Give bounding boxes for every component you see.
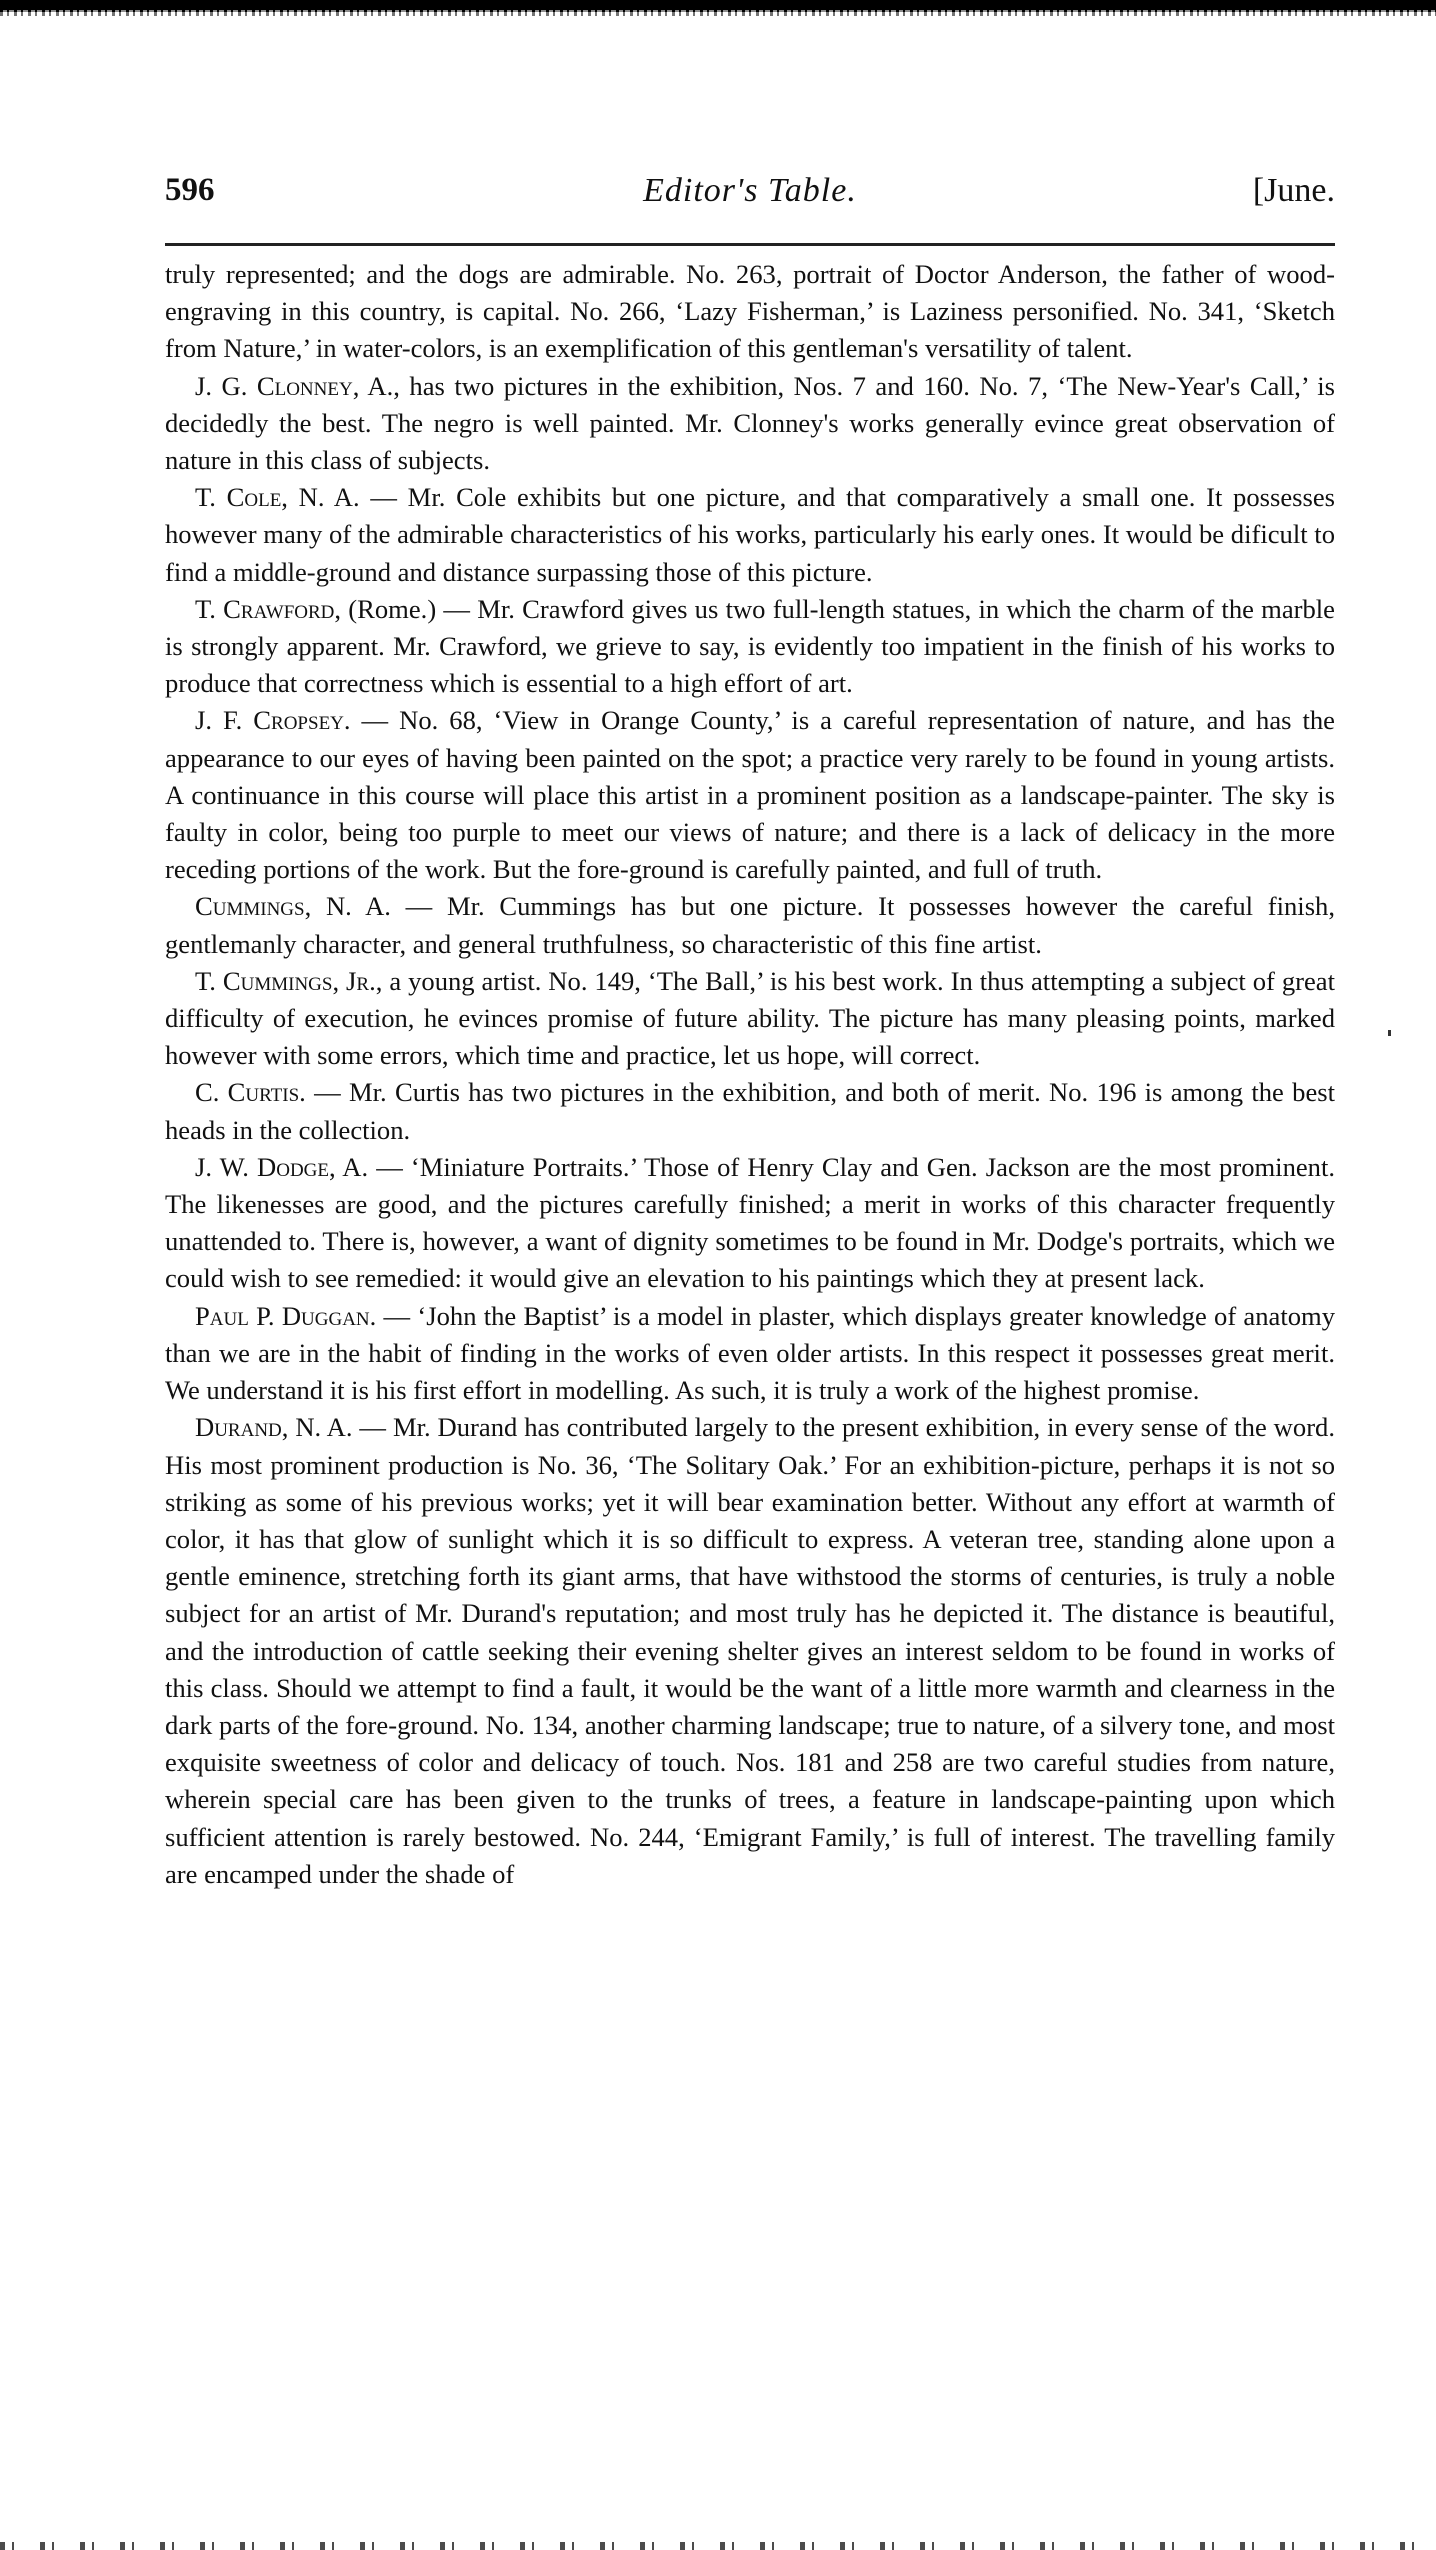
entry-text: , a young artist. No. 149, ‘The Ball,’ is his best work. In thus attempting a subject of great difficulty of execution, he evinces promise of future ability. The picture has many pleasing points, marked however with some errors, which time and practice, let us hope, will correct. [165, 965, 1335, 1071]
entry-durand [165, 1409, 1335, 1893]
entry-text: — ‘John the Baptist’ is a model in plaster, which displays greater knowledge of anatomy than we are in the habit of finding in the works of even older artists. In this respect it possesses great merit. We understand it is his first effort in modelling. As such, it is truly a work of the highest promise. [165, 1300, 1336, 1406]
header-rule [165, 243, 1335, 246]
running-month: [June. [1252, 172, 1335, 209]
entry-text: — Mr. Durand has contributed largely to the present exhibition, in every sense of the word. His most prominent production is No. 36, ‘The Solitary Oak.’ For an exhibition-picture, perhaps it is not so striking as some of his previous works; yet it will bear examination better. Without any effort at warmth of color, it has that glow of sunlight which it is so difficult to express. A veteran tree, standing alone upon a gentle eminence, stretching forth its giant arms, that have withstood the storms of centuries, is truly a noble subject for an artist of Mr. Durand's reputation; and most truly has he depicted it. The distance is beautiful, and the introduction of cattle seeking their evening shelter gives an interest seldom to be found in works of this class. Should we attempt to find a fault, it would be the want of a little more warmth and clearness in the dark parts of the fore-ground. No. 134, another charming landscape; true to nature, of a silvery tone, and most exquisite sweetness of color and delicacy of touch. Nos. 181 and 258 are two careful studies from nature, wherein special care has been given to the trunks of trees, a feature in landscape-painting upon which sufficient attention is rarely bestowed. No. 244, ‘Emigrant Family,’ is full of interest. The travelling family are encamped under the shade of [165, 1412, 1335, 1889]
entry-clonney [165, 368, 1335, 480]
entry-cummings [165, 888, 1335, 962]
entry-duggan [165, 1298, 1335, 1410]
entry-curtis [165, 1074, 1335, 1148]
entry-cummings-jr [165, 963, 1335, 1075]
artist-name: T. Cummings, Jr. [195, 965, 376, 996]
artist-name: J. F. Cropsey. [195, 705, 351, 736]
continuation-paragraph: truly represented; and the dogs are admirable. No. 263, portrait of Doctor Anderson, the father of wood-engraving in this country, is capital. No. 266, ‘Lazy Fisherman,’ is Laziness personified. No. 341, ‘Sketch from Nature,’ in water-colors, is an exemplification of this gentleman's versatility of talent. [165, 259, 1335, 364]
artist-name: Cummings, N. A. [195, 891, 391, 922]
entry-text: (Rome.) — Mr. Crawford gives us two full-length statues, in which the charm of the marble is strongly apparent. Mr. Crawford, we grieve to say, is evidently too impatient in the finish of his works to produce that correctness which is essential to a high effort of art. [165, 593, 1335, 699]
entry-text: — Mr. Curtis has two pictures in the exhibition, and both of merit. No. 196 is among the best heads in the collection. [165, 1077, 1335, 1145]
artist-name: Durand, N. A. [195, 1412, 353, 1443]
entry-dodge [165, 1149, 1335, 1298]
artist-name: J. G. Clonney, A. [195, 370, 394, 401]
page-header [165, 172, 1335, 220]
page-number: 596 [165, 172, 215, 208]
entry-cropsey [165, 702, 1335, 888]
entry-cole [165, 479, 1335, 591]
artist-name: J. W. Dodge, A. [195, 1151, 369, 1182]
entry-text: — ‘Miniature Portraits.’ Those of Henry Clay and Gen. Jackson are the most prominent. The likenesses are good, and the pictures carefully finished; a merit in works of this character frequently unattended to. There is, however, a want of dignity sometimes to be found in Mr. Dodge's portraits, which we could wish to see remedied: it would give an elevation to his paintings which they at present lack. [165, 1151, 1336, 1294]
artist-name: T. Crawford, [195, 593, 342, 624]
artist-name: Paul P. Duggan. [195, 1300, 377, 1331]
artist-name: T. Cole, N. A. [195, 482, 360, 513]
article-body [165, 256, 1335, 1893]
entry-text: — Mr. Cummings has but one picture. It possesses however the careful finish, gentlemanly character, and general truthfulness, so characteristic of this fine artist. [165, 891, 1335, 959]
scan-bottom-edge [0, 2542, 1436, 2550]
entry-text: — Mr. Cole exhibits but one picture, and that comparatively a small one. It possesses however many of the admirable characteristics of his works, particularly his early ones. It would be dificult to find a middle-ground and distance surpassing those of this picture. [165, 482, 1335, 587]
entry-text: , has two pictures in the exhibition, Nos. 7 and 160. No. 7, ‘The New-Year's Call,’ is decidedly the best. The negro is well painted. Mr. Clonney's works generally evince great observation of nature in this class of subjects. [165, 370, 1336, 476]
entry-crawford [165, 591, 1335, 703]
running-title: Editor's Table. [643, 172, 857, 209]
entry-text: — No. 68, ‘View in Orange County,’ is a careful representation of nature, and has the appearance to our eyes of having been painted on the spot; a practice very rarely to be found in young artists. A continuance in this course will place this artist in a prominent position as a landscape-painter. The sky is faulty in color, being too purple to meet our views of nature; and there is a lack of delicacy in the more receding portions of the work. But the fore-ground is carefully painted, and full of truth. [165, 705, 1335, 885]
margin-speck [1388, 1030, 1391, 1036]
scan-top-edge-noise [0, 10, 1436, 16]
artist-name: C. Curtis. [195, 1077, 306, 1108]
